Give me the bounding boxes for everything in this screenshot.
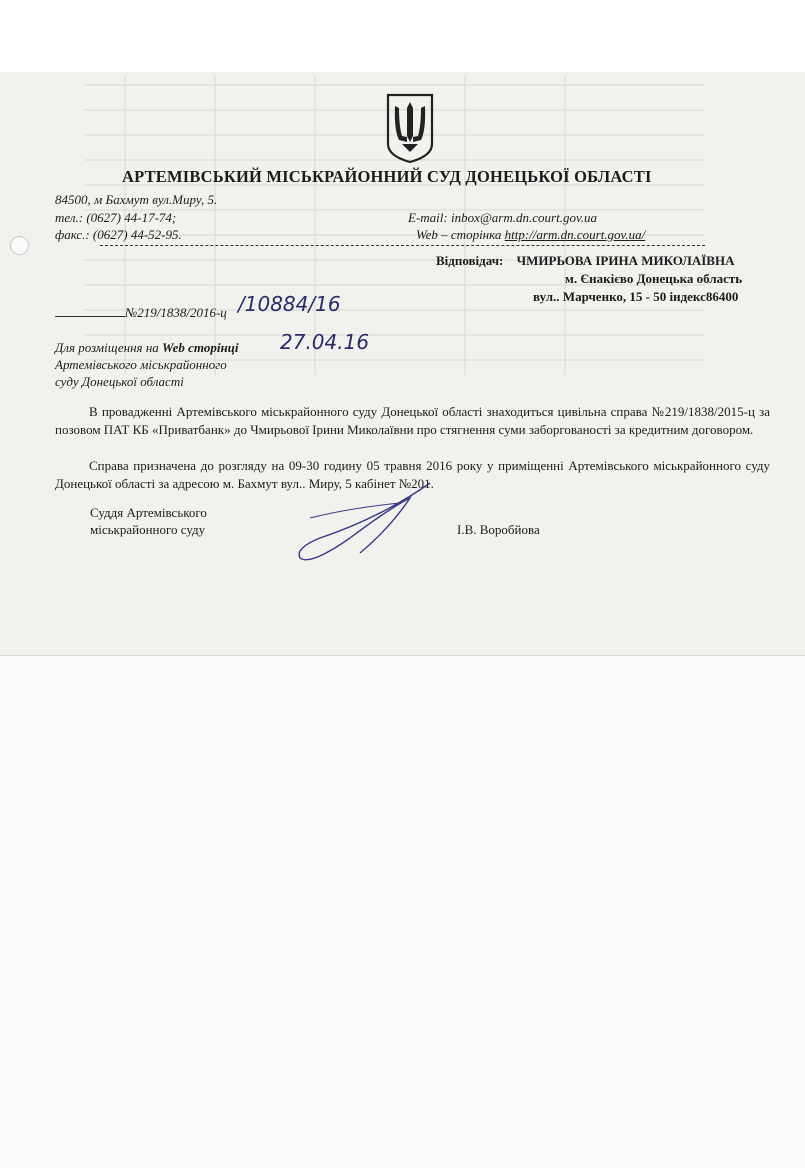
court-phone: тел.: (0627) 44-17-74; — [55, 210, 177, 225]
handwritten-number: /10884/16 — [238, 292, 341, 316]
punch-hole — [10, 236, 29, 255]
recipient-line — [436, 253, 734, 269]
reference-number: №219/1838/2016-ц — [125, 305, 227, 320]
signature-title-1: Суддя Артемівського — [90, 505, 207, 520]
court-email: E-mail: inbox@arm.dn.court.gov.ua — [408, 210, 597, 225]
recipient-city: м. Єнакієво Донецька область — [565, 271, 743, 286]
outgoing-reference — [55, 305, 227, 321]
court-address: 84500, м Бахмут вул.Миру, 5. — [55, 192, 218, 207]
website-link[interactable]: http://arm.dn.court.gov.ua/ — [504, 227, 646, 242]
posting-note-line3: суду Донецької області — [55, 374, 184, 389]
recipient-street: вул.. Марченко, 15 - 50 індекс86400 — [533, 289, 739, 304]
blank-sheet-bottom — [0, 655, 805, 1168]
website-label: Web – сторінка — [416, 227, 505, 242]
court-website — [416, 227, 645, 243]
recipient-name: ЧМИРЬОВА ІРИНА МИКОЛАЇВНА — [516, 253, 735, 268]
signature-name: І.В. Воробйова — [457, 522, 540, 537]
posting-note-web: Web — [162, 340, 185, 355]
header-divider — [100, 245, 705, 246]
handwritten-signature — [290, 478, 450, 568]
court-fax: факс.: (0627) 44-52-95. — [55, 227, 182, 242]
scan-background-top — [0, 0, 805, 72]
handwritten-date: 27.04.16 — [280, 330, 370, 354]
signature-title-2: міськрайонного суду — [90, 522, 206, 537]
posting-note-line1: Для розміщення на Web сторінці — [55, 340, 239, 355]
court-name-heading: АРТЕМІВСЬКИЙ МІСЬКРАЙОННИЙ СУД ДОНЕЦЬКОЇ ОБЛАСТІ — [122, 167, 652, 186]
reference-blank — [55, 316, 125, 317]
recipient-label: Відповідач: — [436, 253, 504, 268]
body-paragraph-2: Справа призначена до розгляду на 09-30 годину 05 травня 2016 року у приміщенні Артемівського міськрайонного суду Донецької області за адресою м. Бахмут вул.. Миру, 5 кабінет №201. — [55, 458, 770, 491]
ukraine-coat-of-arms-icon — [385, 92, 435, 164]
body-paragraph-1: В провадженні Артемівського міськрайонного суду Донецької області знаходиться цивільна справа №219/1838/2015-ц за позовом ПАТ КБ «Приватбанк» до Чмирьової Ірини Миколаївни про стягнення суми заборгованості за кредитним договором. — [55, 404, 770, 437]
posting-note-line2: Артемівського міськрайонного — [55, 357, 227, 372]
